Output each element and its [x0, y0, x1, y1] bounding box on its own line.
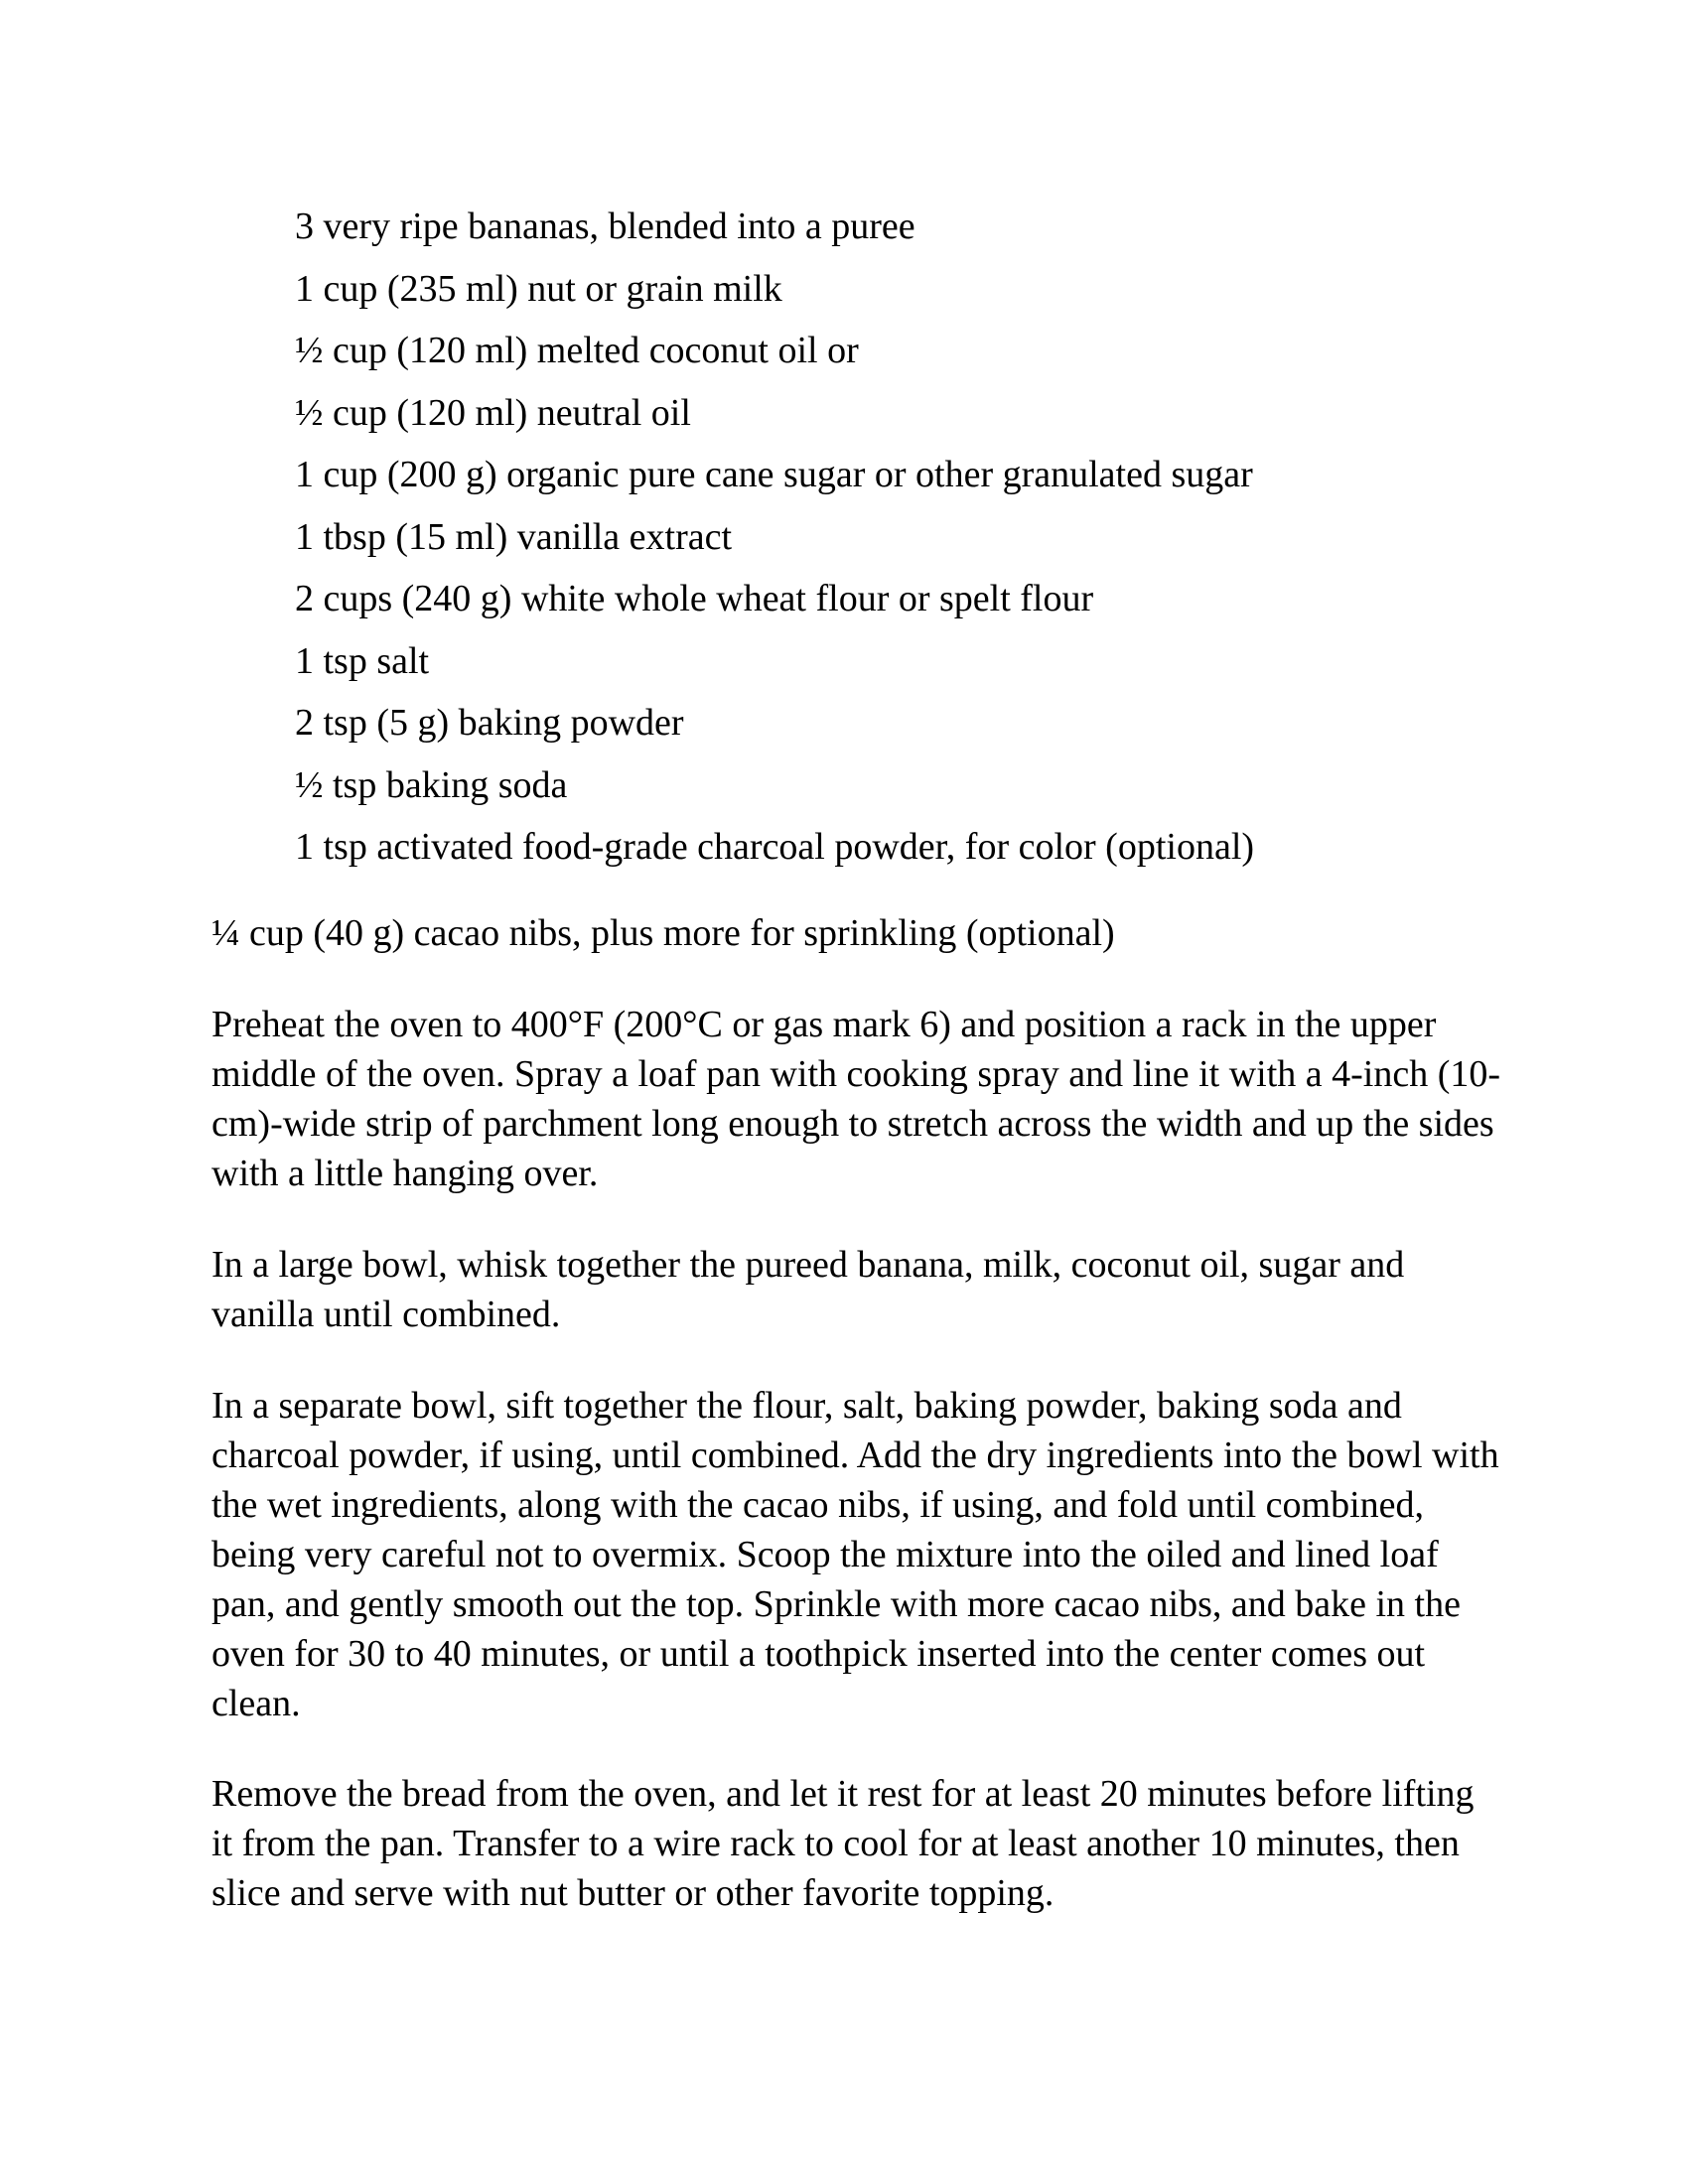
instruction-step-wet-ingredients: In a large bowl, whisk together the pureed banana, milk, coconut oil, sugar and vanilla until combined. [211, 1244, 1405, 1335]
ingredient-item: 1 tsp salt [295, 639, 430, 682]
ingredient-item: 3 very ripe bananas, blended into a puree [295, 205, 915, 247]
ingredient-item: ½ tsp baking soda [295, 763, 568, 806]
ingredient-item: 2 tsp (5 g) baking powder [295, 702, 684, 744]
ingredient-item: 1 cup (200 g) organic pure cane sugar or other granulated sugar [295, 454, 1253, 495]
instruction-step-preheat: Preheat the oven to 400°F (200°C or gas mark 6) and position a rack in the upper middle of the oven. Spray a loaf pan with cooking spray and line it with a 4-inch (10-cm)-wide strip of parchment long enough to stretch across the width and up the sides with a little hanging over. [211, 1004, 1501, 1194]
instruction-step-dry-ingredients: In a separate bowl, sift together the flour, salt, baking powder, baking soda and charcoal powder, if using, until combined. Add the dry ingredients into the bowl with the wet ingredients, along with the cacao nibs, if using, and fold until combined, being very careful not to overmix. Scoop the mixture into the oiled and lined loaf pan, and gently smooth out the top. Sprinkle with more cacao nibs, and bake in the oven for 30 to 40 minutes, or until a toothpick inserted into the center comes out clean. [211, 1385, 1499, 1724]
ingredient-list [295, 196, 1254, 879]
ingredient-item: 1 cup (235 ml) nut or grain milk [295, 267, 782, 310]
ingredient-item: ½ cup (120 ml) neutral oil [295, 391, 691, 434]
ingredient-item: ½ cup (120 ml) melted coconut oil or [295, 330, 859, 371]
instruction-step-cool-and-serve: Remove the bread from the oven, and let it rest for at least 20 minutes before lifting it from the pan. Transfer to a wire rack to cool for at least another 10 minutes, then slice and serve with nut butter or other favorite topping. [211, 1773, 1475, 1914]
cacao-nibs-ingredient: ¼ cup (40 g) cacao nibs, plus more for sprinkling (optional) [211, 912, 1115, 954]
ingredient-item: 1 tsp activated food-grade charcoal powder, for color (optional) [295, 826, 1255, 868]
ingredient-item: 2 cups (240 g) white whole wheat flour or spelt flour [295, 578, 1094, 619]
ingredient-item: 1 tbsp (15 ml) vanilla extract [295, 515, 733, 558]
